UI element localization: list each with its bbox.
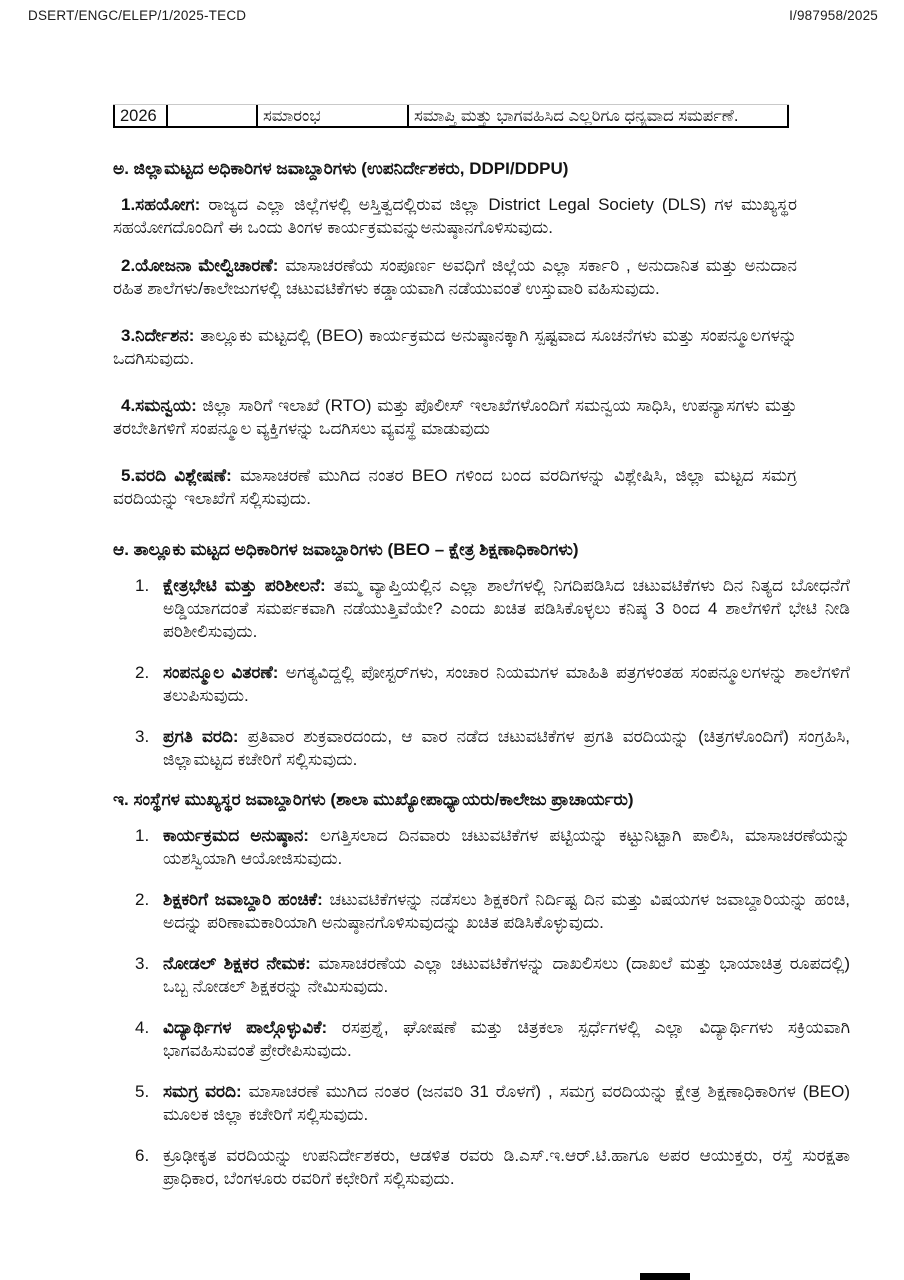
item-number: 2. (135, 663, 150, 682)
page-header (28, 8, 878, 23)
item-label: ನೋಡಲ್ ಶಿಕ್ಷಕರ ನೇಮಕ: (163, 954, 311, 973)
list-item (113, 574, 850, 643)
item-text: ಕ್ರೂಢೀಕೃತ ವರದಿಯನ್ನು ಉಪನಿರ್ದೇಶಕರು, ಆಡಳಿತ ರವರು ಡಿ.ಎಸ್.ಇ.ಆರ್.ಟಿ.ಹಾಗೂ ಅಪರ ಆಯುಕ್ತರು, ರಸ್ತೆ ಸುರಕ್ಷತಾ ಪ್ರಾಧಿಕಾರ, ಬೆಂಗಳೂರು ರವರಿಗೆ ಕಛೇರಿಗೆ ಸಲ್ಲಿಸುವುದು. (163, 1146, 850, 1188)
district-item-5-label: 5.ವರದಿ ವಿಶ್ಲೇಷಣೆ: (121, 466, 232, 485)
redaction-bar (640, 1273, 690, 1280)
item-number: 3. (135, 954, 150, 973)
item-body (163, 574, 850, 643)
item-text: ಲಗತ್ತಿಸಲಾದ ದಿನವಾರು ಚಟುವಟಿಕೆಗಳ ಪಟ್ಟಿಯನ್ನು ಕಟ್ಟುನಿಟ್ಟಾಗಿ ಪಾಲಿಸಿ, ಮಾಸಾಚರಣೆಯನ್ನು ಯಶಸ್ವಿಯಾಗಿ ಆಯೋಜಿಸುವುದು. (163, 826, 850, 868)
item-text: ಪ್ರತಿವಾರ ಶುಕ್ರವಾರದಂದು, ಆ ವಾರ ನಡೆದ ಚಟುವಟಿಕೆಗಳ ಪ್ರಗತಿ ವರದಿಯನ್ನು (ಚಿತ್ರಗಳೊಂದಿಗೆ) ಸಂಗ್ರಹಿಸಿ, ಜಿಲ್ಲಾಮಟ್ಟದ ಕಚೇರಿಗೆ ಸಲ್ಲಿಸುವುದು. (163, 727, 850, 769)
list-item (113, 824, 850, 870)
district-item-2-text: ಮಾಸಾಚರಣೆಯ ಸಂಪೂರ್ಣ ಅವಧಿಗೆ ಜಿಲ್ಲೆಯ ಎಲ್ಲಾ ಸರ್ಕಾರಿ , ಅನುದಾನಿತ ಮತ್ತು ಅನುದಾನ ರಹಿತ ಶಾಲೆಗಳು/ಕಾಲೇಜುಗಳಲ್ಲಿ ಚಟುವಟಿಕೆಗಳು ಕಡ್ಡಾಯವಾಗಿ ನಡೆಯುವಂತೆ ಉಸ್ತುವಾರಿ ವಹಿಸುವುದು. (113, 256, 797, 298)
district-item-1-text: ರಾಜ್ಯದ ಎಲ್ಲಾ ಜಿಲ್ಲೆಗಳಲ್ಲಿ ಅಸ್ತಿತ್ವದಲ್ಲಿರುವ ಜಿಲ್ಲಾ District Legal Society (DLS) ಗಳ ಮುಖ್ಯಸ್ಥರ ಸಹಯೋಗದೊಂದಿಗೆ ಈ ಒಂದು ತಿಂಗಳ ಕಾರ್ಯಕ್ರಮವನ್ನುಅನುಷ್ಠಾನಗೊಳಿಸುವುದು. (113, 195, 797, 237)
item-number: 3. (135, 727, 150, 746)
district-item-1 (113, 193, 797, 239)
item-body (163, 1016, 850, 1062)
district-item-2 (113, 254, 797, 300)
district-item-1-label: 1.ಸಹಯೋಗ: (121, 195, 201, 214)
institution-items-list (113, 824, 850, 1190)
schedule-table-last-row (113, 104, 789, 128)
item-body (163, 952, 850, 998)
table-cell-description: ಸಮಾಪ್ತಿ ಮತ್ತು ಭಾಗವಹಿಸಿದ ಎಲ್ಲರಿಗೂ ಧನ್ಯವಾದ ಸಮರ್ಪಣೆ. (407, 105, 789, 126)
item-label: ಶಿಕ್ಷಕರಿಗೆ ಜವಾಬ್ದಾರಿ ಹಂಚಿಕೆ: (163, 890, 323, 909)
item-body (163, 725, 850, 771)
district-item-4 (113, 394, 797, 440)
district-item-4-text: ಜಿಲ್ಲಾ ಸಾರಿಗೆ ಇಲಾಖೆ (RTO) ಮತ್ತು ಪೊಲೀಸ್ ಇಲಾಖೆಗಳೊಂದಿಗೆ ಸಮನ್ವಯ ಸಾಧಿಸಿ, ಉಪನ್ಯಾಸಗಳು ಮತ್ತು ತರಬೇತಿಗಳಿಗೆ ಸಂಪನ್ಮೂಲ ವ್ಯಕ್ತಿಗಳನ್ನು ಒದಗಿಸಲು ವ್ಯವಸ್ಥೆ ಮಾಡುವುದು (113, 396, 797, 438)
item-text: ಮಾಸಾಚರಣೆಯ ಎಲ್ಲಾ ಚಟುವಟಿಕೆಗಳನ್ನು ದಾಖಲಿಸಲು (ದಾಖಲೆ ಮತ್ತು ಭಾಯಾಚಿತ್ರ ರೂಪದಲ್ಲಿ) ಒಬ್ಬ ನೋಡಲ್ ಶಿಕ್ಷಕರನ್ನು ನೇಮಿಸುವುದು. (163, 954, 850, 996)
section-heading-institution: ಇ. ಸಂಸ್ಥೆಗಳ ಮುಖ್ಯಸ್ಥರ ಜವಾಬ್ದಾರಿಗಳು (ಶಾಲಾ ಮುಖ್ಯೋಪಾಧ್ಯಾಯರು/ಕಾಲೇಜು ಪ್ರಾಚಾರ್ಯರು) (113, 790, 634, 809)
district-item-3-text: ತಾಲ್ಲೂಕು ಮಟ್ಟದಲ್ಲಿ (BEO) ಕಾರ್ಯಕ್ರಮದ ಅನುಷ್ಠಾನಕ್ಕಾಗಿ ಸ್ಪಷ್ಟವಾದ ಸೂಚನೆಗಳು ಮತ್ತು ಸಂಪನ್ಮೂಲಗಳನ್ನು ಒದಗಿಸುವುದು. (113, 326, 797, 368)
item-label: ಸಮಗ್ರ ವರದಿ: (163, 1082, 242, 1101)
district-item-5-text: ಮಾಸಾಚರಣೆ ಮುಗಿದ ನಂತರ BEO ಗಳಿಂದ ಬಂದ ವರದಿಗಳನ್ನು ವಿಶ್ಲೇಷಿಸಿ, ಜಿಲ್ಲಾ ಮಟ್ಟದ ಸಮಗ್ರ ವರದಿಯನ್ನು ಇಲಾಖೆಗೆ ಸಲ್ಲಿಸುವುದು. (113, 466, 797, 508)
section-heading-district: ಅ. ಜಿಲ್ಲಾಮಟ್ಟದ ಅಧಿಕಾರಿಗಳ ಜವಾಬ್ದಾರಿಗಳು (ಉಪನಿರ್ದೇಶಕರು, DDPI/DDPU) (113, 159, 569, 178)
item-body (163, 1080, 850, 1126)
item-label: ವಿದ್ಯಾರ್ಥಿಗಳ ಪಾಲ್ಗೊಳ್ಳುವಿಕೆ: (163, 1018, 328, 1037)
item-number: 6. (135, 1146, 150, 1165)
document-body (113, 158, 850, 1208)
item-number: 2. (135, 890, 150, 909)
file-reference-right: I/987958/2025 (789, 8, 878, 23)
district-item-5 (113, 464, 797, 510)
taluk-items-list (113, 574, 850, 771)
section-taluk-level (113, 539, 850, 771)
list-item (113, 1144, 850, 1190)
district-item-2-label: 2.ಯೋಜನಾ ಮೇಲ್ವಿಚಾರಣೆ: (121, 256, 279, 275)
list-item (113, 1080, 850, 1126)
list-item (113, 888, 850, 934)
district-item-3 (113, 324, 797, 370)
section-district-level (113, 158, 850, 510)
table-cell-year: 2026 (113, 105, 166, 126)
item-label: ಕಾರ್ಯಕ್ರಮದ ಅನುಷ್ಠಾನ: (163, 826, 309, 845)
item-text: ರಸಪ್ರಶ್ನೆ, ಘೋಷಣೆ ಮತ್ತು ಚಿತ್ರಕಲಾ ಸ್ಪರ್ಧೆಗಳಲ್ಲಿ ಎಲ್ಲಾ ವಿದ್ಯಾರ್ಥಿಗಳು ಸಕ್ರಿಯವಾಗಿ ಭಾಗವಹಿಸುವಂತೆ ಪ್ರೇರೇಪಿಸುವುದು. (163, 1018, 850, 1060)
item-number: 1. (135, 826, 150, 845)
table-cell-event: ಸಮಾರಂಭ (256, 105, 407, 126)
item-text: ಚಟುವಟಿಕೆಗಳನ್ನು ನಡೆಸಲು ಶಿಕ್ಷಕರಿಗೆ ನಿರ್ದಿಷ್ಟ ದಿನ ಮತ್ತು ವಿಷಯಗಳ ಜವಾಬ್ದಾರಿಯನ್ನು ಹಂಚಿ, ಅದನ್ನು ಪರಿಣಾಮಕಾರಿಯಾಗಿ ಅನುಷ್ಠಾನಗೊಳಿಸುವುದನ್ನು ಖಚಿತ ಪಡಿಸಿಕೊಳ್ಳುವುದು. (163, 890, 850, 932)
section-institution-heads (113, 789, 850, 1190)
item-body (163, 824, 850, 870)
list-item (113, 952, 850, 998)
item-number: 4. (135, 1018, 150, 1037)
item-text: ಅಗತ್ಯವಿದ್ದಲ್ಲಿ ಪೋಸ್ಟರ್‌ಗಳು, ಸಂಚಾರ ನಿಯಮಗಳ ಮಾಹಿತಿ ಪತ್ರಗಳಂತಹ ಸಂಪನ್ಮೂಲಗಳನ್ನು ಶಾಲೆಗಳಿಗೆ ತಲುಪಿಸುವುದು. (163, 663, 850, 705)
item-text: ಮಾಸಾಚರಣೆ ಮುಗಿದ ನಂತರ (ಜನವರಿ 31 ರೊಳಗೆ) , ಸಮಗ್ರ ವರದಿಯನ್ನು ಕ್ಷೇತ್ರ ಶಿಕ್ಷಣಾಧಿಕಾರಿಗಳ (BEO) ಮೂಲಕ ಜಿಲ್ಲಾ ಕಚೇರಿಗೆ ಸಲ್ಲಿಸುವುದು. (163, 1082, 850, 1124)
item-label: ಪ್ರಗತಿ ವರದಿ: (163, 727, 239, 746)
item-number: 1. (135, 576, 150, 595)
item-label: ಸಂಪನ್ಮೂಲ ವಿತರಣೆ: (163, 663, 279, 682)
district-item-3-label: 3.ನಿರ್ದೇಶನ: (121, 326, 195, 345)
item-body (163, 1144, 850, 1190)
section-heading-taluk: ಆ. ತಾಲ್ಲೂಕು ಮಟ್ಟದ ಅಧಿಕಾರಿಗಳ ಜವಾಬ್ದಾರಿಗಳು (BEO – ಕ್ಷೇತ್ರ ಶಿಕ್ಷಣಾಧಿಕಾರಿಗಳು) (113, 540, 579, 559)
item-body (163, 888, 850, 934)
table-cell-empty (166, 105, 256, 126)
item-number: 5. (135, 1082, 150, 1101)
list-item (113, 725, 850, 771)
file-reference-left: DSERT/ENGC/ELEP/1/2025-TECD (28, 8, 247, 23)
district-item-4-label: 4.ಸಮನ್ವಯ: (121, 396, 197, 415)
list-item (113, 1016, 850, 1062)
item-text: ತಮ್ಮ ವ್ಯಾಪ್ತಿಯಲ್ಲಿನ ಎಲ್ಲಾ ಶಾಲೆಗಳಲ್ಲಿ ನಿಗದಿಪಡಿಸಿದ ಚಟುವಟಿಕೆಗಳು ದಿನ ನಿತ್ಯದ ಬೋಧನೆಗೆ ಅಡ್ಡಿಯಾಗದಂತೆ ಸಮರ್ಪಕವಾಗಿ ನಡೆಯುತ್ತಿವೆಯೇ? ಎಂದು ಖಚಿತ ಪಡಿಸಿಕೊಳ್ಳಲು ಕನಿಷ್ಠ 3 ರಿಂದ 4 ಶಾಲೆಗಳಿಗೆ ಭೇಟಿ ನೀಡಿ ಪರಿಶೀಲಿಸುವುದು. (163, 576, 850, 641)
item-label: ಕ್ಷೇತ್ರಭೇಟಿ ಮತ್ತು ಪರಿಶೀಲನೆ: (163, 576, 326, 595)
list-item (113, 661, 850, 707)
item-body (163, 661, 850, 707)
